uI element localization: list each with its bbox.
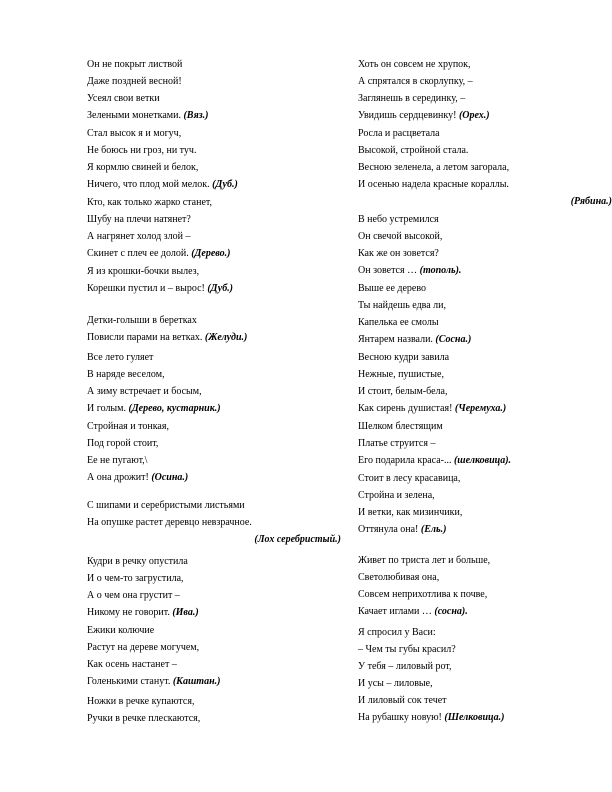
riddle-line-last <box>87 469 349 486</box>
riddle-line-text: На рубашку новую! <box>358 712 442 723</box>
riddle-line: Он свечой высокой, <box>358 231 443 242</box>
riddle-line: Ножки в речке купаются, <box>87 696 195 707</box>
riddle-line: У тебя – лиловый рот, <box>358 661 452 672</box>
riddle-line: Весною кудри завила <box>358 352 450 363</box>
riddle-answer: (Дуб.) <box>212 179 238 190</box>
riddle-line: Детки-голыши в беретках <box>87 315 197 326</box>
riddle-line-last <box>87 604 349 621</box>
riddle-block <box>87 497 349 548</box>
riddle-line-text: Скинет с плеч ее долой. <box>87 248 189 259</box>
riddle-line-last <box>358 452 612 469</box>
riddle-block <box>87 553 349 621</box>
riddle-line: Весною зеленела, а летом загорала, <box>358 162 510 173</box>
riddle-line: Ее не пугают,\ <box>87 455 148 466</box>
riddle-line: Ты найдешь едва ли, <box>358 300 447 311</box>
riddle-block <box>358 211 612 279</box>
riddle-answer: (Осина.) <box>151 472 189 483</box>
riddle-line-text: И голым. <box>87 403 126 414</box>
riddle-line: Стройная и тонкая, <box>87 421 169 432</box>
riddle-line: Стоит в лесу красавица, <box>358 473 461 484</box>
riddle-line: Как же он зовется? <box>358 248 439 259</box>
riddle-answer: (Дерево, кустарник.) <box>128 403 221 414</box>
riddle-block <box>358 552 612 620</box>
riddle-answer: (Ель.) <box>420 524 447 535</box>
riddle-answer: (сосна). <box>434 606 468 617</box>
riddle-line: Росла и расцветала <box>358 128 440 139</box>
riddle-line-text: Янтарем назвали. <box>358 334 433 345</box>
riddle-answer-line <box>358 193 612 210</box>
riddle-line-text: Увидишь сердцевинку! <box>358 110 457 121</box>
riddle-answer: (тополь). <box>419 265 462 276</box>
riddle-line-text: Корешки пустил и – вырос! <box>87 283 205 294</box>
riddle-line-last <box>358 262 612 279</box>
riddle-block <box>358 470 612 538</box>
riddle-block <box>87 56 349 124</box>
riddle-line: Кудри в речку опустила <box>87 556 188 567</box>
riddle-line: А о чем она грустит – <box>87 590 180 601</box>
riddle-line: Даже поздней весной! <box>87 76 182 87</box>
riddle-answer: (Желуди.) <box>204 332 248 343</box>
riddle-line-last <box>87 329 349 346</box>
riddle-line: Под горой стоит, <box>87 438 159 449</box>
riddle-block <box>358 349 612 417</box>
riddle-answer: (Шелковица.) <box>444 712 505 723</box>
riddle-block <box>87 418 349 486</box>
riddle-line: Шелком блестящим <box>358 421 443 432</box>
riddle-line: Хоть он совсем не хрупок, <box>358 59 471 70</box>
riddle-answer: (Каштан.) <box>172 676 221 687</box>
riddle-line: Усеял свои ветки <box>87 93 160 104</box>
riddle-line: На опушке растет деревцо невзрачное. <box>87 517 252 528</box>
riddle-line: А спрятался в скорлупку, – <box>358 76 473 87</box>
riddle-block <box>358 56 612 124</box>
riddle-line: И ветки, как мизинчики, <box>358 507 463 518</box>
riddle-line: Стройна и зелена, <box>358 490 435 501</box>
riddle-line: Я кормлю свиней и белок, <box>87 162 199 173</box>
riddle-line-last <box>87 176 349 193</box>
riddle-line: В наряде веселом, <box>87 369 165 380</box>
riddle-line-text: Никому не говорит. <box>87 607 170 618</box>
riddle-block <box>358 418 612 469</box>
riddle-line: А зиму встречает и босым, <box>87 386 202 397</box>
riddle-answer: (Вяз.) <box>183 110 209 121</box>
riddle-line: Как осень настанет – <box>87 659 177 670</box>
riddle-line-text: Голенькими станут. <box>87 676 171 687</box>
riddle-block <box>87 312 349 346</box>
riddle-answer: (Дерево.) <box>191 248 231 259</box>
riddle-line-last <box>87 673 349 690</box>
riddle-line: И о чем-то загрустила, <box>87 573 184 584</box>
riddle-answer-line <box>87 531 349 548</box>
riddle-line: Я спросил у Васи: <box>358 627 436 638</box>
riddle-line-text: Зелеными монетками. <box>87 110 181 121</box>
riddle-line-last <box>87 400 349 417</box>
riddle-line: Все лето гуляет <box>87 352 154 363</box>
riddle-line-last <box>358 521 612 538</box>
riddle-line-text: Оттянула она! <box>358 524 419 535</box>
riddle-line: Платье струится – <box>358 438 436 449</box>
riddle-line: Живет по триста лет и больше, <box>358 555 491 566</box>
riddle-line-text: Как сирень душистая! <box>358 403 453 414</box>
riddle-line-text: Ничего, что плод мой мелок. <box>87 179 210 190</box>
riddle-answer: (Ива.) <box>172 607 199 618</box>
riddle-block <box>87 263 349 297</box>
riddle-block <box>87 349 349 417</box>
riddle-line: Шубу на плечи натянет? <box>87 214 191 225</box>
riddle-line: Капелька ее смолы <box>358 317 439 328</box>
riddle-line-last <box>358 709 612 726</box>
riddle-answer: (Дуб.) <box>207 283 234 294</box>
riddle-answer: (шелковица). <box>453 455 512 466</box>
riddle-block <box>87 693 349 727</box>
riddle-answer: (Черемуха.) <box>454 403 507 414</box>
riddle-line-text: Качает иглами … <box>358 606 432 617</box>
riddle-line-last <box>358 107 612 124</box>
riddle-line: И стоит, белым-бела, <box>358 386 448 397</box>
riddle-line: В небо устремился <box>358 214 439 225</box>
riddle-line: И лиловый сок течет <box>358 695 447 706</box>
riddle-line-last <box>358 400 612 417</box>
riddle-answer: (Сосна.) <box>435 334 472 345</box>
riddle-answer: (Лох серебристый.) <box>254 534 341 545</box>
riddle-line: Заглянешь в серединку, – <box>358 93 466 104</box>
riddle-block <box>87 125 349 193</box>
riddle-line: Совсем неприхотлива к почве, <box>358 589 488 600</box>
riddle-line-last <box>358 603 612 620</box>
riddle-block <box>358 125 612 210</box>
riddle-line: Растут на дереве могучем, <box>87 642 200 653</box>
riddle-line: Светолюбивая она, <box>358 572 440 583</box>
riddle-line: – Чем ты губы красил? <box>358 644 456 655</box>
riddle-answer: (Рябина.) <box>570 196 612 207</box>
riddle-line: Высокой, стройной стала. <box>358 145 469 156</box>
riddle-line: И усы – лиловые, <box>358 678 433 689</box>
riddle-block <box>358 280 612 348</box>
riddle-line-last <box>87 280 349 297</box>
riddle-line-last <box>358 331 612 348</box>
riddle-line: И осенью надела красные кораллы. <box>358 179 509 190</box>
riddle-line: Ежики колючие <box>87 625 155 636</box>
riddle-line: Стал высок я и могуч, <box>87 128 182 139</box>
riddle-block <box>87 194 349 262</box>
riddle-line: Не боюсь ни гроз, ни туч. <box>87 145 197 156</box>
riddle-answer: (Орех.) <box>458 110 490 121</box>
riddle-line: Ручки в речке плескаются, <box>87 713 201 724</box>
riddle-block <box>358 624 612 726</box>
riddle-line-text: А она дрожит! <box>87 472 149 483</box>
riddle-line: Я из крошки-бочки вылез, <box>87 266 200 277</box>
riddle-line: Нежные, пушистые, <box>358 369 444 380</box>
riddle-line: Он не покрыт листвой <box>87 59 183 70</box>
riddle-block <box>87 622 349 690</box>
riddle-line-last <box>87 245 349 262</box>
riddle-line-last <box>87 107 349 124</box>
riddle-line: Кто, как только жарко станет, <box>87 197 213 208</box>
riddle-line: Выше ее дерево <box>358 283 427 294</box>
riddle-line: С шипами и серебристыми листьями <box>87 500 245 511</box>
riddle-line: А нагрянет холод злой – <box>87 231 191 242</box>
riddle-line-text: Повисли парами на ветках. <box>87 332 203 343</box>
riddle-line-text: Он зовется … <box>358 265 418 276</box>
riddle-line-text: Его подарила краса-... <box>358 455 452 466</box>
